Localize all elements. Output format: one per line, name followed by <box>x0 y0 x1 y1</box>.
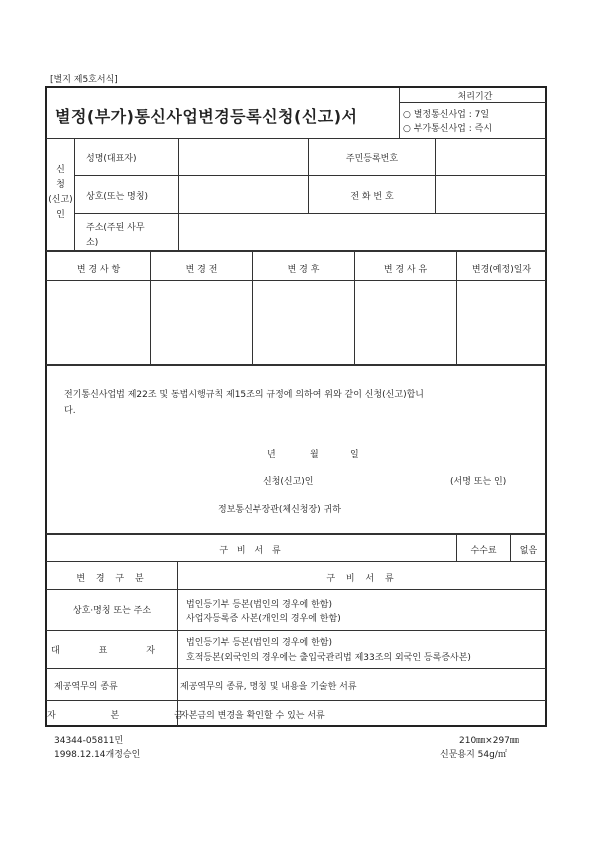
doc-row-line-2 <box>46 630 546 631</box>
header-change-date: 변경(예정)일자 <box>471 265 532 275</box>
footer-approval: 1998.12.14개정승인 <box>54 750 141 760</box>
company-label: 상호(또는 명칭) <box>86 192 149 202</box>
form-title: 별정(부가)통신사업변경등록신청(신고)서 <box>55 107 358 126</box>
processing-item-special: ○ 별정통신사업 : 7일 <box>403 110 490 120</box>
address-label-line1: 주소(주된 사무 <box>86 223 145 233</box>
signature-label: (서명 또는 인) <box>450 477 507 487</box>
changes-header-line <box>46 280 546 281</box>
doc-row-line-1 <box>46 589 546 590</box>
fee-value: 없음 <box>519 546 538 556</box>
footer-paper: 신문용지 54g/㎡ <box>440 750 507 760</box>
name-label: 성명(대표자) <box>86 154 137 164</box>
doc-row2-doc2: 호적등본(외국인의 경우에는 출입국관리법 제33조의 외국인 등록증사본) <box>186 653 471 663</box>
applicant-row-line-1 <box>75 175 546 176</box>
changes-top-line <box>46 250 546 252</box>
doc-row-line-3 <box>46 668 546 669</box>
documents-header-line <box>46 561 546 562</box>
processing-header-line <box>399 102 546 103</box>
documents-header: 구 비 서 류 <box>219 546 284 556</box>
header-change-item: 변 경 사 항 <box>76 265 121 275</box>
date-day-label: 일 <box>350 450 359 460</box>
applicant-section-label: 신 청 (신고) 인 <box>48 165 73 220</box>
doc-row1-doc2: 사업자등록증 사본(개인의 경우에 한함) <box>186 614 341 624</box>
footer-code: 34344-05811민 <box>54 736 124 746</box>
doc-col1-header: 변 경 구 분 <box>76 574 148 584</box>
applicant-label-divider <box>74 138 75 250</box>
header-before: 변 경 전 <box>185 265 218 275</box>
changes-bottom-line <box>46 364 546 366</box>
declaration-text-line2: 다. <box>64 406 76 416</box>
applicant-row-line-2 <box>75 213 546 214</box>
date-year-label: 년 <box>267 450 276 460</box>
doc-row-line-4 <box>46 700 546 701</box>
applicant-sign-label: 신청(신고)인 <box>263 477 314 487</box>
header-reason: 변 경 사 유 <box>383 265 428 275</box>
doc-row3-category: 제공역무의 종류 <box>54 682 118 692</box>
address-label-line2: 소) <box>86 238 99 248</box>
applicant-col-divider-1 <box>178 138 179 250</box>
doc-col2-header: 구 비 서 류 <box>326 574 398 584</box>
date-month-label: 월 <box>310 450 319 460</box>
processing-header: 처리기간 <box>457 92 493 102</box>
header-after: 변 경 후 <box>287 265 320 275</box>
applicant-col-divider-3 <box>435 138 436 213</box>
doc-row2-doc1: 법인등기부 등본(법인의 경우에 한함) <box>186 638 333 648</box>
doc-col-divider <box>177 562 178 726</box>
phone-label: 전 화 번 호 <box>350 192 394 202</box>
footer-size: 210㎜×297㎜ <box>459 736 519 746</box>
processing-divider <box>399 88 400 138</box>
recipient-label: 정보통신부장관(체신청장) 귀하 <box>218 505 341 515</box>
documents-top-line <box>46 533 546 535</box>
doc-row1-doc1: 법인등기부 등본(법인의 경우에 한함) <box>186 600 333 610</box>
doc-row1-category: 상호·명칭 또는 주소 <box>72 606 152 616</box>
declaration-text-line1: 전기통신사업법 제22조 및 동법시행규칙 제15조의 규정에 의하여 위와 같이 신청(신고)합니 <box>64 390 424 400</box>
doc-row3-doc1: 제공역무의 종류, 명칭 및 내용을 기술한 서류 <box>180 682 357 692</box>
fee-label: 수수료 <box>470 546 497 556</box>
form-type-label: [별지 제5호서식] <box>50 75 118 85</box>
doc-row2-category: 대 표 자 <box>51 646 173 656</box>
processing-item-value-added: ○ 부가통신사업 : 즉시 <box>403 124 493 134</box>
id-number-label: 주민등록번호 <box>345 154 399 164</box>
doc-row4-doc1: 자본금의 변경을 확인할 수 있는 서류 <box>180 711 325 721</box>
applicant-top-line <box>46 138 546 139</box>
doc-row4-category: 자 본 금 <box>47 711 209 721</box>
